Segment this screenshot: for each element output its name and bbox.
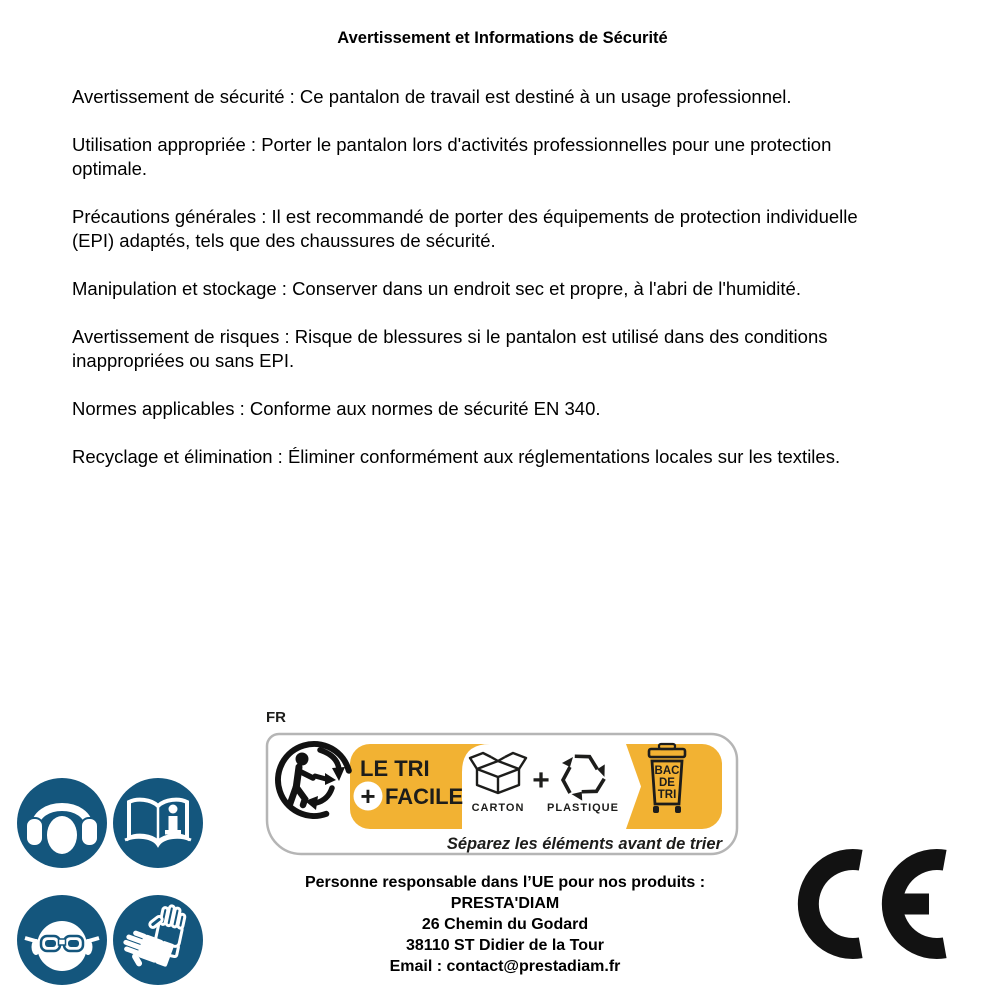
paragraph bbox=[72, 85, 952, 109]
tri-headline-bottom: FACILE bbox=[385, 784, 464, 809]
paragraph bbox=[72, 325, 952, 373]
tri-caption: Séparez les éléments avant de trier bbox=[446, 835, 722, 853]
responsible-block bbox=[240, 872, 770, 977]
paragraph-line: Avertissement de sécurité : Ce pantalon de travail est destiné à un usage professionnel. bbox=[72, 86, 792, 107]
paragraph bbox=[72, 277, 952, 301]
responsible-city: 38110 ST Didier de la Tour bbox=[406, 937, 604, 954]
carton-label: CARTON bbox=[471, 802, 525, 814]
bin-text-line: TRI bbox=[657, 789, 677, 801]
responsible-intro: Personne responsable dans l’UE pour nos produits : bbox=[304, 874, 706, 891]
ce-marking-icon bbox=[797, 847, 963, 961]
paragraph bbox=[72, 205, 952, 253]
paragraph-line: Avertissement de risques : Risque de blessures si le pantalon est utilisé dans des conditions bbox=[72, 326, 828, 347]
paragraph-line: optimale. bbox=[72, 158, 148, 179]
plastique-label: PLASTIQUE bbox=[547, 802, 619, 814]
bin-text-line: DE bbox=[659, 777, 675, 789]
safety-text bbox=[72, 85, 952, 493]
plus-badge: + bbox=[360, 781, 376, 811]
country-code-label: FR bbox=[266, 709, 286, 726]
paragraph bbox=[72, 133, 952, 181]
paragraph-line: Utilisation appropriée : Porter le pantalon lors d'activités professionnelles pour une protection bbox=[72, 134, 832, 155]
paragraph-line: (EPI) adaptés, tels que des chaussures de sécurité. bbox=[72, 230, 496, 251]
wear-eye-protection-icon bbox=[17, 895, 107, 985]
paragraph-line: Normes applicables : Conforme aux normes de sécurité EN 340. bbox=[72, 398, 601, 419]
info-tri-banner bbox=[265, 732, 740, 856]
read-instruction-manual-icon bbox=[113, 778, 203, 868]
responsible-company: PRESTA'DIAM bbox=[450, 895, 560, 912]
paragraph-line: inappropriées ou sans EPI. bbox=[72, 350, 295, 371]
paragraph-line: Manipulation et stockage : Conserver dans un endroit sec et propre, à l'abri de l'humidité. bbox=[72, 278, 801, 299]
page-title: Avertissement et Informations de Sécurité bbox=[337, 29, 668, 47]
paragraph bbox=[72, 445, 952, 469]
wear-protective-gloves-icon bbox=[113, 895, 203, 985]
materials-plus: + bbox=[532, 764, 550, 797]
responsible-street: 26 Chemin du Godard bbox=[421, 916, 589, 933]
paragraph-line: Recyclage et élimination : Éliminer conformément aux réglementations locales sur les textiles. bbox=[72, 446, 841, 467]
paragraph bbox=[72, 397, 952, 421]
tri-headline-top: LE TRI bbox=[360, 756, 430, 781]
paragraph-line: Précautions générales : Il est recommandé de porter des équipements de protection individuelle bbox=[72, 206, 858, 227]
bin-text-line: BAC bbox=[654, 765, 680, 777]
wear-ear-protection-icon bbox=[17, 778, 107, 868]
responsible-email: Email : contact@prestadiam.fr bbox=[389, 958, 621, 975]
